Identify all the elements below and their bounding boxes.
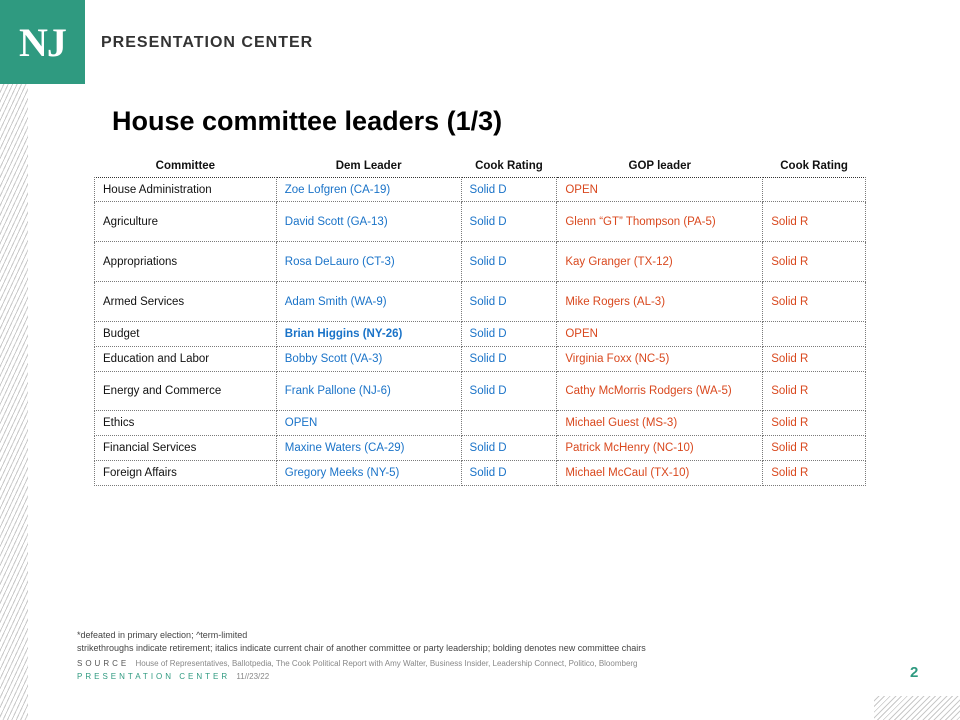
table-row: [95, 242, 866, 282]
source-line: [77, 659, 638, 668]
dem-leader-cell: Bobby Scott (VA-3): [276, 347, 461, 372]
table-row: [95, 282, 866, 322]
gop-leader-cell: Michael McCaul (TX-10): [557, 461, 763, 486]
committee-cell: Appropriations: [95, 242, 277, 282]
dem-rating-cell: Solid D: [461, 347, 557, 372]
dem-leader-cell: Gregory Meeks (NY-5): [276, 461, 461, 486]
dem-rating-cell: Solid D: [461, 202, 557, 242]
dem-leader-cell: OPEN: [276, 411, 461, 436]
table-row: [95, 347, 866, 372]
decorative-stripes-left: [0, 84, 28, 720]
gop-leader-cell: Patrick McHenry (NC-10): [557, 436, 763, 461]
dem-leader-cell: Brian Higgins (NY-26): [276, 322, 461, 347]
header-committee: Committee: [155, 160, 216, 172]
source-text: House of Representatives, Ballotpedia, The Cook Political Report with Amy Walter, Business Insider, Leadership Connect, Politico, Bloomberg: [135, 659, 638, 668]
footnote-formatting-legend: strikethroughs indicate retirement; italics indicate current chair of another committee or party leadership; bolding denotes new committee chairs: [77, 643, 646, 653]
gop-leader-cell: Mike Rogers (AL-3): [557, 282, 763, 322]
dem-leader-cell: David Scott (GA-13): [276, 202, 461, 242]
table-header-row: [95, 155, 866, 178]
table-row: [95, 178, 866, 202]
gop-leader-cell: Virginia Foxx (NC-5): [557, 347, 763, 372]
gop-rating-cell: Solid R: [763, 242, 866, 282]
committee-cell: Ethics: [95, 411, 277, 436]
table-row: [95, 436, 866, 461]
gop-rating-cell: Solid R: [763, 202, 866, 242]
gop-leader-cell: Kay Granger (TX-12): [557, 242, 763, 282]
dem-rating-cell: Solid D: [461, 282, 557, 322]
dem-rating-cell: Solid D: [461, 436, 557, 461]
gop-rating-cell: [763, 322, 866, 347]
brand-name: PRESENTATION CENTER: [101, 34, 314, 51]
slide-title: House committee leaders (1/3): [112, 106, 503, 136]
nj-logo: NJ: [0, 0, 85, 84]
header-dem-cook-rating: Cook Rating: [475, 160, 543, 172]
dem-leader-cell: Rosa DeLauro (CT-3): [276, 242, 461, 282]
presentation-center-label: PRESENTATION CENTER: [77, 672, 231, 681]
dem-leader-cell: Frank Pallone (NJ-6): [276, 372, 461, 411]
dem-rating-cell: Solid D: [461, 178, 557, 202]
footnote-defeated: *defeated in primary election; ^term-limited: [77, 630, 248, 640]
table-row: [95, 461, 866, 486]
header-gop-leader: GOP leader: [628, 160, 691, 172]
table-row: [95, 322, 866, 347]
committee-cell: Education and Labor: [95, 347, 277, 372]
committee-cell: Armed Services: [95, 282, 277, 322]
gop-leader-cell: Cathy McMorris Rodgers (WA-5): [557, 372, 763, 411]
dem-rating-cell: [461, 411, 557, 436]
gop-leader-cell: Glenn “GT” Thompson (PA-5): [557, 202, 763, 242]
decorative-stripes-bottom-right: [874, 696, 960, 720]
dem-leader-cell: Maxine Waters (CA-29): [276, 436, 461, 461]
gop-rating-cell: Solid R: [763, 282, 866, 322]
slide-date: 11//23/22: [236, 672, 270, 681]
committee-cell: Foreign Affairs: [95, 461, 277, 486]
gop-rating-cell: Solid R: [763, 461, 866, 486]
dem-leader-cell: Zoe Lofgren (CA-19): [276, 178, 461, 202]
committee-cell: Energy and Commerce: [95, 372, 277, 411]
committee-cell: Budget: [95, 322, 277, 347]
source-label: SOURCE: [77, 659, 130, 668]
committee-leaders-table: [94, 155, 866, 486]
dem-leader-cell: Adam Smith (WA-9): [276, 282, 461, 322]
gop-leader-cell: OPEN: [557, 178, 763, 202]
gop-rating-cell: Solid R: [763, 436, 866, 461]
dem-rating-cell: Solid D: [461, 372, 557, 411]
committee-cell: Financial Services: [95, 436, 277, 461]
gop-leader-cell: OPEN: [557, 322, 763, 347]
presentation-center-credit: [77, 672, 269, 681]
gop-rating-cell: [763, 178, 866, 202]
table-row: [95, 411, 866, 436]
gop-leader-cell: Michael Guest (MS-3): [557, 411, 763, 436]
table-row: [95, 202, 866, 242]
dem-rating-cell: Solid D: [461, 322, 557, 347]
committee-cell: Agriculture: [95, 202, 277, 242]
gop-rating-cell: Solid R: [763, 411, 866, 436]
dem-rating-cell: Solid D: [461, 242, 557, 282]
committee-cell: House Administration: [95, 178, 277, 202]
dem-rating-cell: Solid D: [461, 461, 557, 486]
header-gop-cook-rating: Cook Rating: [780, 160, 848, 172]
table-row: [95, 372, 866, 411]
page-number: 2: [910, 664, 919, 681]
header-dem-leader: Dem Leader: [335, 160, 402, 172]
gop-rating-cell: Solid R: [763, 347, 866, 372]
gop-rating-cell: Solid R: [763, 372, 866, 411]
